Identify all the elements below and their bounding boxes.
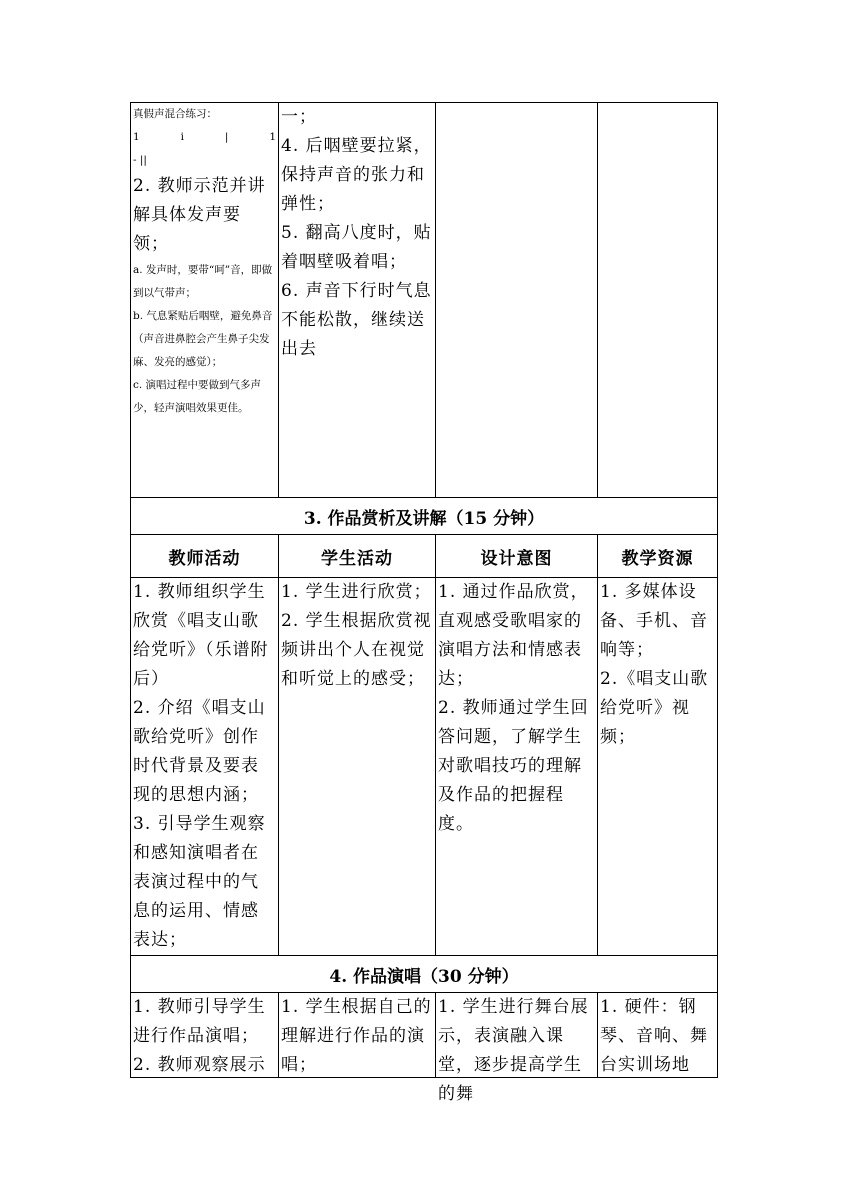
- student-activity-cell: [279, 103, 436, 498]
- paragraph: 2. 教师通过学生回答问题，了解学生对歌唱技巧的理解及作品的把握程度。: [438, 698, 589, 834]
- header-row: [131, 535, 718, 578]
- paragraph: 1. 多媒体设备、手机、音响等；: [600, 582, 708, 660]
- section-title: 4. 作品演唱（30 分钟）: [131, 956, 718, 993]
- paragraph: 2. 学生根据欣赏视频讲出个人在视觉和听觉上的感受；: [281, 611, 432, 689]
- table-row: [131, 103, 718, 498]
- design-intent-cell: [436, 103, 598, 498]
- teacher-activity-cell: [131, 993, 279, 1078]
- lesson-plan-table: [130, 102, 718, 1104]
- teacher-activity-cell: [131, 103, 279, 498]
- table-row: [131, 578, 718, 956]
- column-header: 设计意图: [436, 535, 598, 578]
- notation-line-2: - ||: [133, 154, 147, 166]
- paragraph: 1. 学生进行舞台展示，表演融入课堂，逐步提高学生的舞: [438, 997, 589, 1104]
- student-activity-cell: [279, 578, 436, 956]
- notation-line: 1 i | 1: [133, 131, 276, 143]
- column-header: 教师活动: [131, 535, 279, 578]
- section-row: [131, 956, 718, 993]
- design-intent-cell: [436, 578, 598, 956]
- teaching-resource-cell: [598, 578, 718, 956]
- teaching-resource-cell: [598, 103, 718, 498]
- paragraph: 2. 教师示范并讲解具体发声要领；: [133, 176, 266, 254]
- teacher-activity-cell: [131, 578, 279, 956]
- paragraph: 1. 通过作品欣赏，直观感受歌唱家的演唱方法和情感表达；: [438, 582, 589, 689]
- paragraph: 一；: [281, 107, 317, 127]
- paragraph: 1. 硬件：钢琴、音响、舞台实训场地: [600, 997, 708, 1075]
- student-activity-cell: [279, 993, 436, 1078]
- section-title: 3. 作品赏析及讲解（15 分钟）: [131, 498, 718, 535]
- paragraph: 2. 教师观察展示: [133, 1055, 266, 1075]
- design-intent-cell: [436, 993, 598, 1104]
- section-row: [131, 498, 718, 535]
- paragraph: 1. 学生根据自己的理解进行作品的演唱；: [281, 997, 432, 1075]
- paragraph: 3. 引导学生观察和感知演唱者在表演过程中的气息的运用、情感表达；: [133, 814, 266, 950]
- paragraph: 5. 翻高八度时，贴着咽壁吸着唱；: [281, 223, 432, 272]
- exercise-title: 真假声混合练习：: [133, 108, 217, 120]
- paragraph: a. 发声时，要带“呵”音，即做到以气带声；: [133, 264, 273, 299]
- paragraph: c. 演唱过程中要做到气多声少，轻声演唱效果更佳。: [133, 379, 262, 414]
- teaching-resource-cell: [598, 993, 718, 1078]
- paragraph: b. 气息紧贴后咽壁，避免鼻音（声音进鼻腔会产生鼻子尖发麻、发亮的感觉）；: [133, 310, 273, 368]
- column-header: 教学资源: [598, 535, 718, 578]
- table-row: [131, 993, 718, 1078]
- paragraph: 1. 学生进行欣赏；: [281, 582, 432, 602]
- paragraph: 4. 后咽壁要拉紧，保持声音的张力和弹性；: [281, 136, 432, 214]
- paragraph: 1. 教师组织学生欣赏《唱支山歌给党听》（乐谱附后）: [133, 582, 269, 689]
- paragraph: 2. 介绍《唱支山歌给党听》创作时代背景及要表现的思想内涵；: [133, 698, 266, 805]
- paragraph: 1. 教师引导学生进行作品演唱；: [133, 997, 266, 1046]
- column-header: 学生活动: [279, 535, 436, 578]
- paragraph: 6. 声音下行时气息不能松散，继续送出去: [281, 281, 432, 359]
- paragraph: 2.《唱支山歌给党听》视频；: [600, 669, 709, 747]
